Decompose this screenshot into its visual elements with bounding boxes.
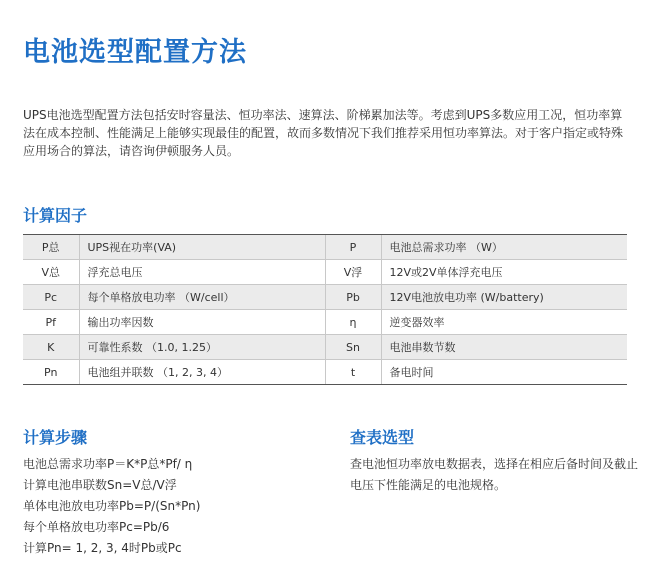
intro-paragraph: UPS电池选型配置方法包括安时容量法、恒功率法、速算法、阶梯累加法等。考虑到UPS多数应用工况，恒功率算法在成本控制、性能满足上能够实现最佳的配置，故而多数情况下我们推荐采用恒功率算法。对于客户指定或特殊应用场合的算法，请咨询伊顿服务人员。: [23, 108, 624, 158]
table-row: [23, 260, 627, 285]
factor-symbol: Pb: [325, 285, 381, 310]
factors-table: [23, 234, 627, 385]
factor-description: 备电时间: [381, 360, 627, 385]
step-line: 每个单格放电功率Pc=Pb/6: [23, 520, 170, 534]
table-row: [23, 285, 627, 310]
factor-symbol: P总: [23, 235, 79, 260]
factor-description: 电池组并联数 （1, 2, 3, 4）: [79, 360, 325, 385]
factor-symbol: Pf: [23, 310, 79, 335]
table-row: [23, 235, 627, 260]
factor-symbol: t: [325, 360, 381, 385]
table-row: [23, 335, 627, 360]
step-line: 计算Pn= 1, 2, 3, 4时Pb或Pc: [23, 541, 182, 555]
factor-description: 逆变器效率: [381, 310, 627, 335]
table-row: [23, 310, 627, 335]
factor-symbol: V浮: [325, 260, 381, 285]
factor-symbol: K: [23, 335, 79, 360]
selection-text: 查电池恒功率放电数据表，选择在相应后备时间及截止电压下性能满足的电池规格。: [350, 457, 639, 492]
factor-symbol: η: [325, 310, 381, 335]
factor-description: 可靠性系数 （1.0, 1.25）: [79, 335, 325, 360]
factor-description: 浮充总电压: [79, 260, 325, 285]
step-line: 电池总需求功率P＝K*P总*Pf/ η: [23, 457, 193, 471]
factor-symbol: Pn: [23, 360, 79, 385]
factor-description: 12V电池放电功率 (W/battery): [381, 285, 627, 310]
selection-heading: 查表选型: [350, 428, 415, 447]
steps-list: [23, 454, 200, 559]
factor-symbol: Pc: [23, 285, 79, 310]
table-row: [23, 360, 627, 385]
factor-description: 12V或2V单体浮充电压: [381, 260, 627, 285]
factor-description: 每个单格放电功率 （W/cell）: [79, 285, 325, 310]
factor-description: UPS视在功率(VA): [79, 235, 325, 260]
factor-symbol: P: [325, 235, 381, 260]
steps-heading: 计算步骤: [23, 428, 88, 447]
step-line: 单体电池放电功率Pb=P/(Sn*Pn): [23, 499, 201, 513]
factors-heading: 计算因子: [23, 206, 88, 225]
factor-symbol: Sn: [325, 335, 381, 360]
factor-description: 电池总需求功率 （W）: [381, 235, 627, 260]
factor-description: 输出功率因数: [79, 310, 325, 335]
factor-symbol: V总: [23, 260, 79, 285]
page-title: 电池选型配置方法: [23, 37, 247, 68]
step-line: 计算电池串联数Sn=V总/V浮: [23, 478, 177, 492]
factor-description: 电池串数节数: [381, 335, 627, 360]
